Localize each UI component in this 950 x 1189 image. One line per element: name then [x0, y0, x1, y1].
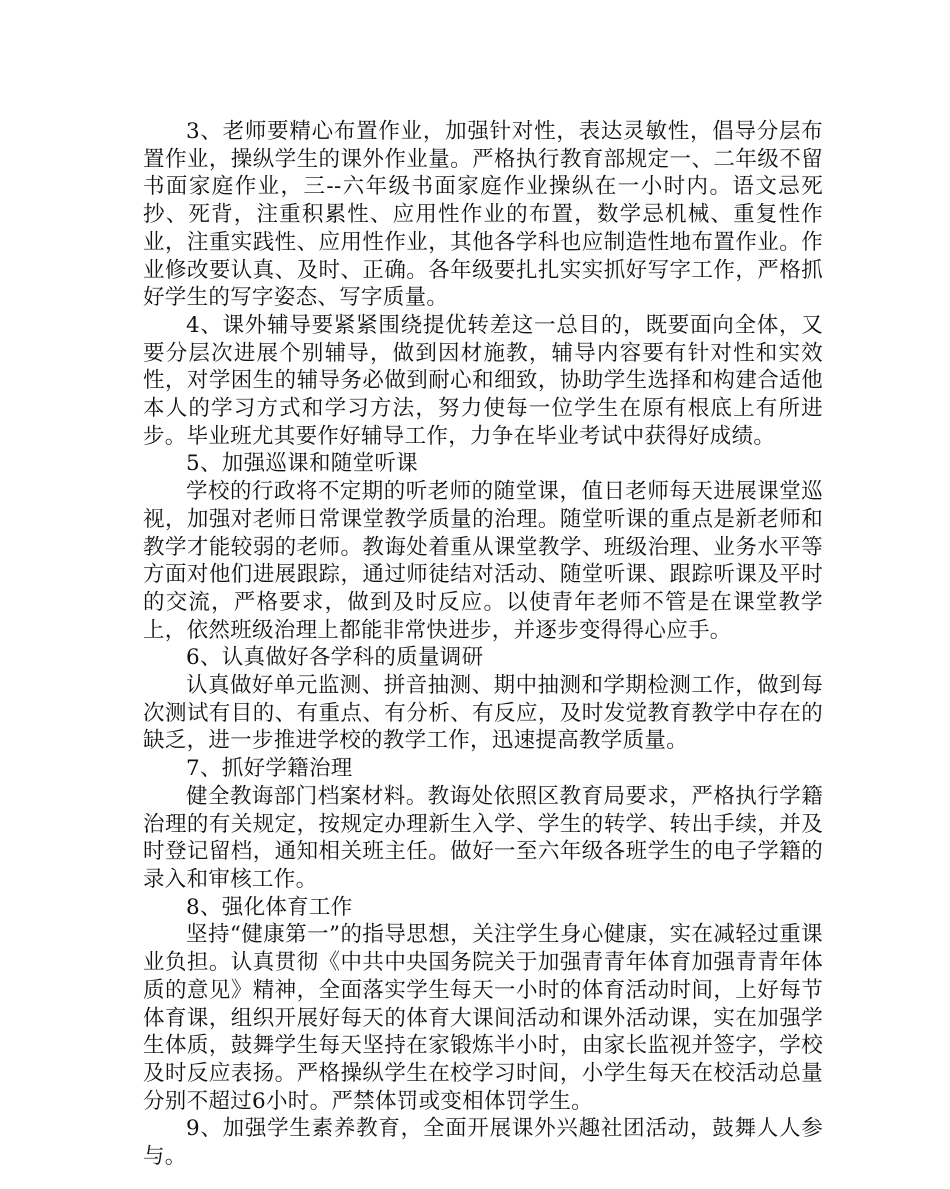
heading-student-records: 7、抓好学籍治理: [186, 756, 353, 782]
document-body: [143, 118, 823, 1171]
heading-physical-education: 8、强化体育工作: [186, 894, 353, 920]
paragraph-student-records: 健全教诲部门档案材料。教诲处依照区教育局要求，严格执行学籍治理的有关规定，按规定办理新生入学、学生的转学、转出手续，并及时登记留档，通知相关班主任。做好一至六年级各班学生的电子学籍的录入和审核工作。: [143, 783, 823, 892]
paragraph-tutoring: 4、课外辅导要紧紧围绕提优转差这一总目的，既要面向全体，又要分层次进展个别辅导，做到因材施教，辅导内容要有针对性和实效性，对学困生的辅导务必做到耐心和细致，协助学生选择和构建合适他本人的学习方式和学习方法，努力使每一位学生在原有根底上有所进步。毕业班尤其要作好辅导工作，力争在毕业考试中获得好成绩。: [143, 312, 823, 449]
heading-quality-research: 6、认真做好各学科的质量调研: [186, 645, 484, 671]
paragraph-quality-research: 认真做好单元监测、拼音抽测、期中抽测和学期检测工作，做到每次测试有目的、有重点、有分析、有反应，及时发觉教育教学中存在的缺乏，进一步推进学校的教学工作，迅速提高教学质量。: [143, 673, 823, 754]
paragraph-quality-education: 9、加强学生素养教育，全面开展课外兴趣社团活动，鼓舞人人参与。: [143, 1116, 823, 1170]
heading-class-inspection: 5、加强巡课和随堂听课: [186, 451, 418, 477]
paragraph-physical-education: 坚持“健康第一”的指导思想，关注学生身心健康，实在减轻过重课业负担。认真贯彻《中共中央国务院关于加强青青年体育加强青青年体质的意见》精神，全面落实学生每天一小时的体育活动时间，上好每节体育课，组织开展好每天的体育大课间活动和课外活动课，实在加强学生体质，鼓舞学生每天坚持在家锻炼半小时，由家长监视并签字，学校及时反应表扬。严格操纵学生在校学习时间，小学生每天在校活动总量分别不超过6小时。严禁体罚或变相体罚学生。: [143, 922, 823, 1114]
paragraph-class-inspection: 学校的行政将不定期的听老师的随堂课，值日老师每天进展课堂巡视，加强对老师日常课堂教学质量的治理。随堂听课的重点是新老师和教学才能较弱的老师。教诲处着重从课堂教学、班级治理、业务水平等方面对他们进展跟踪，通过师徒结对活动、随堂听课、跟踪听课及平时的交流，严格要求，做到及时反应。以使青年老师不管是在课堂教学上，依然班级治理上都能非常快进步，并逐步变得得心应手。: [143, 479, 823, 643]
paragraph-homework: 3、老师要精心布置作业，加强针对性，表达灵敏性，倡导分层布置作业，操纵学生的课外作业量。严格执行教育部规定一、二年级不留书面家庭作业，三--六年级书面家庭作业操纵在一小时内。语文忌死抄、死背，注重积累性、应用性作业的布置，数学忌机械、重复性作业，注重实践性、应用性作业，其他各学科也应制造性地布置作业。作业修改要认真、及时、正确。各年级要扎扎实实抓好写字工作，严格抓好学生的写字姿态、写字质量。: [143, 119, 823, 311]
